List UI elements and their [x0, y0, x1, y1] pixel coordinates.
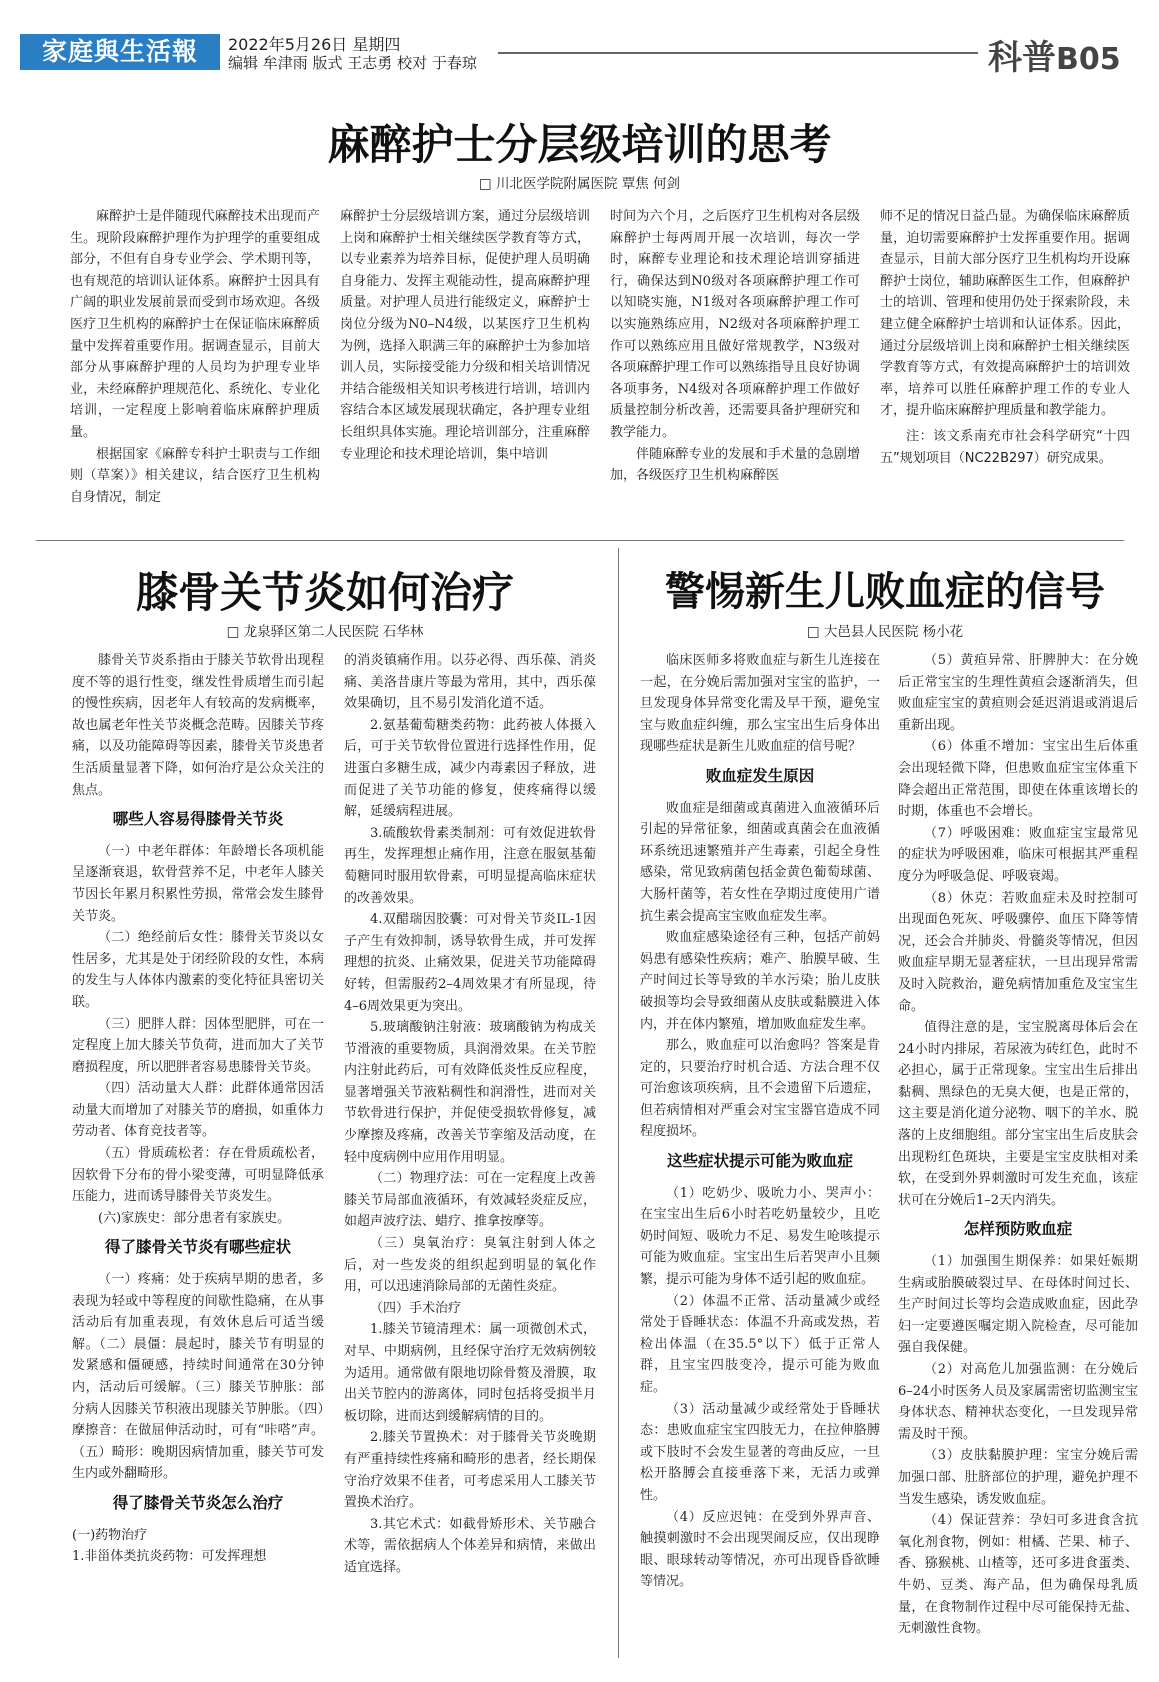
article2-subheading: 得了膝骨关节炎有哪些症状	[104, 1238, 291, 1257]
article1-col1	[70, 206, 320, 508]
paragraph: 1.膝关节镜清理术：属一项微创术式，对早、中期病例，且经保守治疗无效病例较为适用。通常做有限地切除骨赘及滑膜，取出关节腔内的游离体，同时包括将受损半月板切除，进而达到缓解病情的目的。	[344, 1322, 596, 1424]
paragraph: （四）手术治疗	[370, 1300, 462, 1316]
paragraph: (一)药物治疗	[72, 1527, 148, 1543]
paragraph: （五）骨质疏松者：存在骨质疏松者，因软骨下分布的骨小梁变薄，可明显降低承压能力，进而诱导膝骨关节炎发生。	[72, 1146, 324, 1205]
article3-subheading: 这些症状提示可能为败血症	[666, 1152, 853, 1171]
paragraph: （5）黄疸异常、肝脾肿大：在分娩后正常宝宝的生理性黄疸会逐渐消失，但败血症宝宝的黄疸则会延迟消退或消退后重新出现。	[898, 653, 1138, 733]
paragraph: （6）体重不增加：宝宝出生后体重会出现轻微下降，但患败血症宝宝体重下降会超出正常范围，即使在体重该增长的时期，体重也不会增长。	[898, 739, 1138, 820]
paragraph: 败血症是细菌或真菌进入血液循环后引起的异常征象，细菌或真菌会在血液循环系统迅速繁殖并产生毒素，引起全身性感染，常见致病菌包括金黄色葡萄球菌、大肠杆菌等，若女性在孕期过度使用广谱抗生素会提高宝宝败血症发生率。	[640, 800, 880, 924]
paragraph: （4）反应迟钝：在受到外界声音、触摸刺激时不会出现哭闹反应，仅出现睁眼、眼球转动等情况，亦可出现昏昏欲睡等情况。	[640, 1509, 880, 1590]
article1-col4	[880, 206, 1130, 469]
article1-col3	[610, 206, 860, 487]
article2-byline: □ 龙泉驿区第二人民医院 石华林	[226, 624, 424, 640]
paragraph: 时间为六个月，之后医疗卫生机构对各层级麻醉护士每两周开展一次培训，每次一学时，麻醉专业理论和技术理论培训穿插进行，确保达到N0级对各项麻醉护理工作可以知晓实施，N1级对各项麻醉护理工作可以实施熟练应用，N2级对各项麻醉护理工作可以熟练应用且做好常规教学，N3级对各项麻醉护理工作可以熟练指导且良好协调各项事务，N4级对各项麻醉护理工作做好质量控制分析改善，还需要具备护理研究和教学能力。	[610, 209, 860, 440]
article3-col1	[640, 650, 880, 1593]
paragraph: 4.双醋瑞因胶囊：可对骨关节炎IL-1因子产生有效抑制，诱导软骨生成，并可发挥理想的抗炎、止痛效果，促进关节功能障碍好转，但需服药2–4周效果才有所显现，待4–6周效果更为突出。	[344, 912, 596, 1014]
paragraph: 膝骨关节炎系指由于膝关节软骨出现程度不等的退行性变，继发性骨质增生而引起的慢性疾病，因老年人有较高的发病概率，故也属老年性关节炎概念范畴。因膝关节疼痛，以及功能障碍等因素，膝骨关节炎患者生活质量显著下降，如何治疗是公众关注的焦点。	[72, 653, 324, 798]
article2-title: 膝骨关节炎如何治疗	[135, 568, 514, 617]
paragraph: 败血症感染途径有三种，包括产前妈妈患有感染性疾病；难产、胎膜早破、生产时间过长等导致的羊水污染；胎儿皮肤破损等均会导致细菌从皮肤或黏膜进入体内，并在体内繁殖，增加败血症发生率。	[640, 930, 880, 1032]
paragraph: （3）活动量减少或经常处于昏睡状态：患败血症宝宝四肢无力，在拉伸胳膊或下肢时不会发生显著的弯曲反应，一旦松开胳膊会直接垂落下来，无活力或弹性。	[640, 1401, 880, 1503]
page-number: B05	[1056, 42, 1121, 77]
header-rule	[498, 52, 978, 54]
paragraph: 麻醉护士是伴随现代麻醉技术出现而产生。现阶段麻醉护理作为护理学的重要组成部分，不但有自身专业学会、学术期刊等，也有规范的培训认证体系。麻醉护士因具有广阔的职业发展前景而受到市场欢迎。各级医疗卫生机构的麻醉护士在保证临床麻醉质量中发挥着重要作用。据调查显示，目前大部分从事麻醉护理的人员均为护理专业毕业，未经麻醉护理规范化、系统化、专业化培训，一定程度上影响着临床麻醉护理质量。	[70, 209, 320, 440]
section-name: 科普	[988, 38, 1056, 78]
date-line: 2022年5月26日 星期四	[228, 35, 401, 54]
article1-note: 注：该文系南充市社会科学研究“十四五”规划项目（NC22B297）研究成果。	[880, 428, 1130, 466]
paragraph: （二）绝经前后女性：膝骨关节炎以女性居多，尤其是处于闭经阶段的女性，本病的发生与人体体内激素的变化特征具密切关联。	[72, 930, 324, 1010]
article3-subheading: 败血症发生原因	[705, 766, 815, 785]
paragraph: （四）活动量大人群：此群体通常因活动量大而增加了对膝关节的磨损，如重体力劳动者、体育竞技者等。	[72, 1081, 324, 1140]
paragraph: 3.硫酸软骨素类制剂：可有效促进软骨再生，发挥理想止痛作用，注意在服氨基葡萄糖同时服用软骨素，可明显提高临床症状的改善效果。	[344, 825, 596, 906]
paragraph: 5.玻璃酸钠注射液：玻璃酸钠为构成关节滑液的重要物质，具润滑效果。在关节腔内注射此药后，可有效降低炎性反应程度，显著增强关节液粘稠性和润滑性，进而对关节软骨进行保护，并促使受损软骨修复，减少摩擦及疼痛，改善关节挛缩及活动度，在轻中度病例中应用作用明显。	[344, 1020, 596, 1165]
paragraph: （一）中老年群体：年龄增长各项机能呈逐渐衰退，软骨营养不足，中老年人膝关节因长年累月积累性劳损，常常会发生膝骨关节炎。	[72, 843, 324, 924]
paragraph: 伴随麻醉专业的发展和手术量的急剧增加，各级医疗卫生机构麻醉医	[610, 446, 860, 484]
paragraph: 根据国家《麻醉专科护士职责与工作细则（草案）》相关建议，结合医疗卫生机构自身情况，制定	[70, 446, 320, 505]
article3-title: 警惕新生儿败血症的信号	[665, 568, 1105, 615]
paragraph: （2）对高危儿加强监测：在分娩后6–24小时医务人员及家属需密切监测宝宝身体状态、精神状态变化，一旦发现异常需及时干预。	[898, 1362, 1138, 1442]
article1-col2	[340, 206, 590, 465]
paragraph: 的消炎镇痛作用。以芬必得、西乐葆、消炎痛、美洛昔康片等最为常用，其中，西乐葆效果确切，且不易引发消化道不适。	[344, 653, 596, 712]
paragraph: 师不足的情况日益凸显。为确保临床麻醉质量，迫切需要麻醉护士发挥重要作用。据调查显示，目前大部分医疗卫生机构均开设麻醉护士岗位，辅助麻醉医生工作，但麻醉护士的培训、管理和使用仍处于探索阶段，未建立健全麻醉护士培训和认证体系。因此，通过分层级培训上岗和麻醉护士相关继续医学教育等方式，有效提高麻醉护士的培训效率，培养可以胜任麻醉护理工作的专业人才，提升临床麻醉护理质量和教学能力。	[880, 209, 1130, 419]
paragraph: 3.其它术式：如截骨矫形术、关节融合术等，需依据病人个体差异和病情，来做出适宜选择。	[344, 1516, 596, 1575]
paragraph: 临床医师多将败血症与新生儿连接在一起，在分娩后需加强对宝宝的监护，一旦发现身体异常变化需及早干预，避免宝宝与败血症纠缠，那么宝宝出生后身体出现哪些症状是新生儿败血症的信号呢？	[640, 653, 880, 755]
article1-title: 麻醉护士分层级培训的思考	[327, 120, 832, 169]
paragraph: （三）肥胖人群：因体型肥胖，可在一定程度上加大膝关节负荷，进而加大了关节磨损程度，所以肥胖者容易患膝骨关节炎。	[72, 1016, 324, 1075]
article3-col2	[898, 650, 1138, 1640]
paragraph: （1）加强围生期保养：如果妊娠期生病或胎膜破裂过早、在母体时间过长、生产时间过长等均会造成败血症，因此孕妇一定要遵医嘱定期入院检查，尽可能加强自我保健。	[898, 1254, 1138, 1356]
paragraph: (六)家族史：部分患者有家族史。	[98, 1210, 291, 1226]
article2-subheading: 得了膝骨关节炎怎么治疗	[112, 1493, 284, 1512]
paragraph: 那么，败血症可以治愈吗？答案是肯定的，只要治疗时机合适、方法合理不仅可治愈该项疾病，且不会遗留下后遗症，但若病情相对严重会对宝宝器官造成不同程度损坏。	[640, 1038, 880, 1140]
paragraph: （3）皮肤黏膜护理：宝宝分娩后需加强口部、肚脐部位的护理，避免护理不当发生感染，诱发败血症。	[898, 1448, 1138, 1507]
paragraph: （2）体温不正常、活动量减少或经常处于昏睡状态：体温不升高或发热，若检出体温（在35.5°以下）低于正常人群，且宝宝四肢变冷，提示可能为败血症。	[640, 1293, 880, 1395]
article2-col1	[72, 650, 324, 1568]
article1-byline: □ 川北医学院附属医院 覃焦 何剑	[478, 176, 681, 192]
paragraph: （7）呼吸困难：败血症宝宝最常见的症状为呼吸困难，临床可根据其严重程度分为呼吸急促、呼吸衰竭。	[898, 825, 1138, 884]
paragraph: （一）疼痛：处于疾病早期的患者，多表现为轻或中等程度的间歇性隐痛，在从事活动后有加重表现，有效休息后可适当缓解。（二）晨僵：晨起时，膝关节有明显的发紧感和僵硬感，持续时间通常在30分钟内，活动后可缓解。（三）膝关节肿胀：部分病人因膝关节积液出现膝关节肿胀。（四）摩擦音：在做屈伸活动时，可有“咔嗒”声。（五）畸形：晚期因病情加重，膝关节可发生内或外翻畸形。	[72, 1272, 324, 1482]
paragraph: 1.非甾体类抗炎药物：可发挥理想	[72, 1549, 267, 1565]
divider-vertical	[618, 548, 619, 1658]
paragraph: 2.氨基葡萄糖类药物：此药被人体摄入后，可于关节软骨位置进行选择性作用，促进蛋白多糖生成，减少内毒素因子释放，进而促进了关节功能的修复，使疼痛得以缓解，延缓病程进展。	[344, 717, 596, 820]
paragraph: （8）休克：若败血症未及时控制可出现面色死灰、呼吸骤停、血压下降等情况，还会合并肺炎、骨髓炎等情况，但因败血症早期无显著症状，一旦出现异常需及时入院救治，避免病情加重危及宝宝生命。	[898, 890, 1138, 1014]
paper-masthead: 家庭與生活報	[20, 34, 220, 70]
paragraph: （4）保证营养：孕妇可多进食含抗氧化剂食物，例如：柑橘、芒果、柿子、香、猕猴桃、山楂等，还可多进食蛋类、牛奶、豆类、海产品，但为确保母乳质量，在食物制作过程中尽可能保持无盐、无刺激性食物。	[898, 1513, 1138, 1637]
paragraph: 2.膝关节置换术：对于膝骨关节炎晚期有严重持续性疼痛和畸形的患者，经长期保守治疗效果不佳者，可考虑采用人工膝关节置换术治疗。	[344, 1430, 596, 1511]
paragraph: （1）吃奶少、吸吮力小、哭声小：在宝宝出生后6小时若吃奶量较少，且吃奶时间短、吸吮力不足、易发生呛咳提示可能为败血症。宝宝出生后若哭声小且频繁，提示可能为身体不适引起的败血症。	[640, 1185, 880, 1288]
staff-line: 编辑 牟津雨 版式 王志勇 校对 于春琼	[228, 54, 477, 72]
article3-byline: □ 大邑县人民医院 杨小花	[806, 624, 964, 640]
article3-subheading: 怎样预防败血症	[963, 1220, 1073, 1239]
divider-horizontal	[36, 540, 1124, 541]
article2-col2	[344, 650, 596, 1579]
article2-subheading: 哪些人容易得膝骨关节炎	[112, 810, 284, 829]
paragraph: 值得注意的是，宝宝脱离母体后会在24小时内排尿，若尿液为砖红色，此时不必担心，属于正常现象。宝宝出生后排出黏稠、黑绿色的无臭大便，也是正常的，这主要是消化道分泌物、咽下的羊水、脱落的上皮细胞组。部分宝宝出生后皮肤会出现粉红色斑块，主要是宝宝皮肤相对柔软，在受到外界刺激时可发生充血，该症状可在分娩后1–2天内消失。	[898, 1020, 1138, 1208]
paragraph: 麻醉护士分层级培训方案，通过分层级培训上岗和麻醉护士相关继续医学教育等方式，以专业素养为培养目标，促使护理人员明确自身能力、发挥主观能动性，提高麻醉护理质量。对护理人员进行能级定义，麻醉护士岗位分级为N0–N4级，以某医疗卫生机构为例，选择入职满三年的麻醉护士为参加培训人员，实际接受能力分级和相关培训情况并结合能级相关知识考核进行培训，培训内容结合本区域发展现状确定，各护理专业组长组织具体实施。理论培训部分，注重麻醉专业理论和技术理论培训，集中培训	[340, 209, 590, 462]
paragraph: （三）臭氧治疗：臭氧注射到人体之后，对一些发炎的组织起到明显的氧化作用，可以迅速消除局部的无菌性炎症。	[344, 1236, 596, 1295]
section-label	[988, 30, 1121, 79]
paragraph: （二）物理疗法：可在一定程度上改善膝关节局部血液循环，有效减轻炎症反应，如超声波疗法、蜡疗、推拿按摩等。	[344, 1171, 596, 1230]
